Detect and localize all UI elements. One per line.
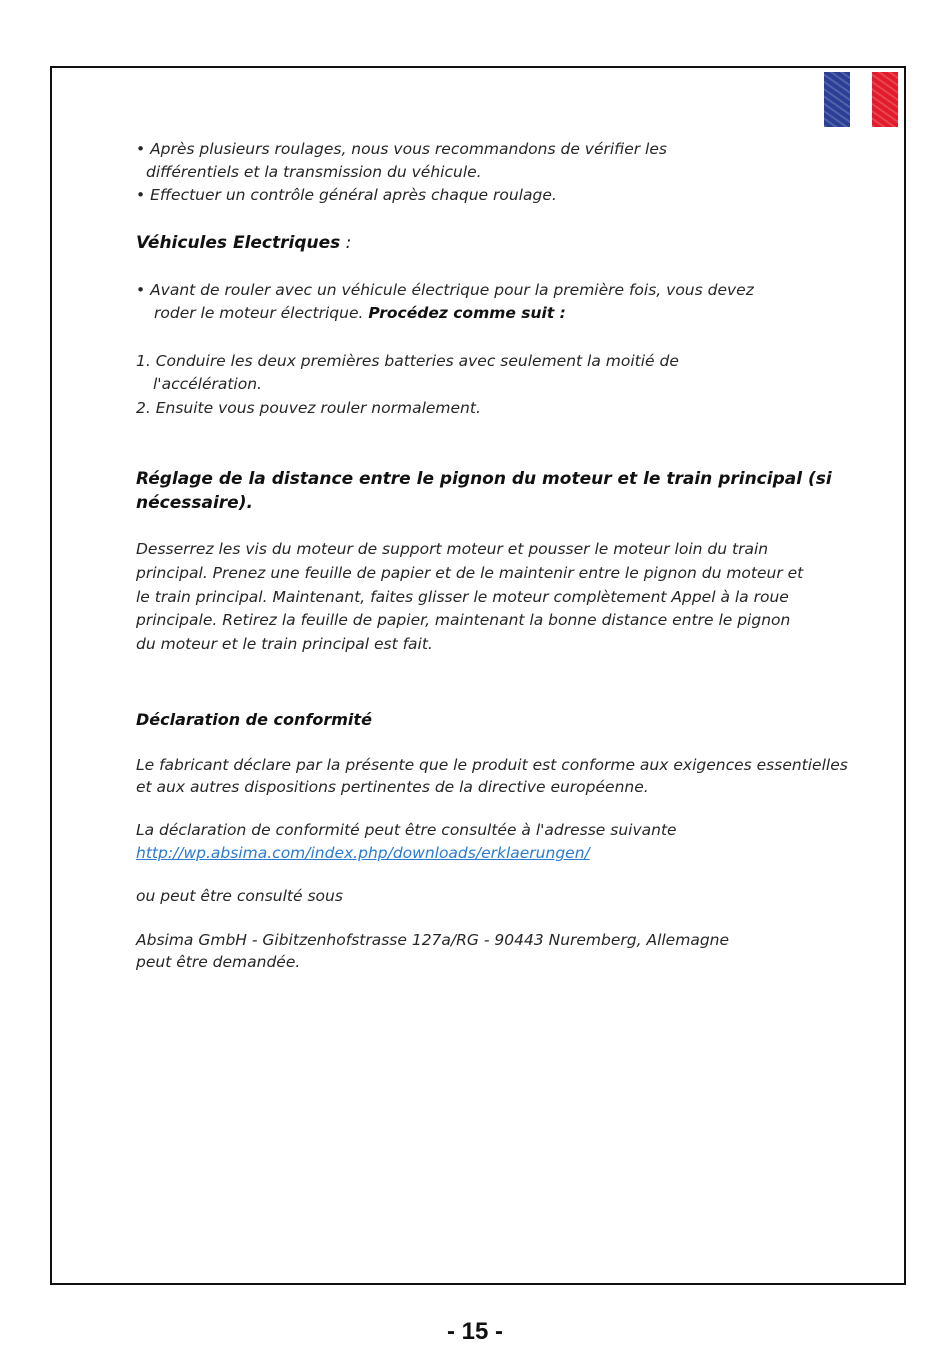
page-number: - 15 - [446,1318,503,1345]
electric-bullet-line1: • Avant de rouler avec un véhicule électrique pour la première fois, vous devez [136,281,754,299]
step-2: 2. Ensuite vous pouvez rouler normalement. [136,399,481,417]
electric-heading-suffix: : [340,233,352,253]
conformity-para1-line2: et aux autres dispositions pertinentes de la directive européenne. [136,778,649,796]
pinion-text-line: Desserrez les vis du moteur de support moteur et pousser le moteur loin du train [136,540,769,558]
address-line1: Absima GmbH - Gibitzenhofstrasse 127a/RG - 90443 Nuremberg, Allemagne [136,931,730,949]
conformity-link[interactable]: http://wp.absima.com/index.php/downloads/erklaerungen/ [136,844,590,862]
conformity-para2-line1: La déclaration de conformité peut être consultée à l'adresse suivante [136,821,677,839]
electric-bullet-bold: Procédez comme suit : [368,304,566,322]
conformity-para3: ou peut être consulté sous [136,887,343,905]
conformity-heading: Déclaration de conformité [136,710,372,729]
electric-bullet-line2 [154,302,566,326]
pinion-text-line: du moteur et le train principal est fait. [136,635,433,653]
electric-heading-text: Véhicules Electriques [136,233,341,253]
flag-red-stripe [872,72,898,127]
pinion-heading-line1: Réglage de la distance entre le pignon du moteur et le train principal (si [136,469,832,489]
intro-bullet-1: • Après plusieurs roulages, nous vous recommandons de vérifier les [136,140,667,158]
intro-bullet-2: • Effectuer un contrôle général après chaque roulage. [136,186,557,204]
step-1-cont: l'accélération. [153,375,262,393]
address-line2: peut être demandée. [136,953,301,971]
pinion-heading-line2: nécessaire). [136,493,253,513]
flag-blue-stripe [824,72,850,127]
step-1: 1. Conduire les deux premières batteries avec seulement la moitié de [136,352,679,370]
pinion-text-line: principale. Retirez la feuille de papier, maintenant la bonne distance entre le pignon [136,611,791,629]
pinion-text-line: le train principal. Maintenant, faites glisser le moteur complètement Appel à la roue [136,588,789,606]
intro-bullet-1-cont: différentiels et la transmission du véhicule. [146,163,482,181]
pinion-text-line: principal. Prenez une feuille de papier et de le maintenir entre le pignon du moteur et [136,564,804,582]
electric-bullet-text: roder le moteur électrique. [154,304,369,322]
electric-heading [136,232,351,256]
conformity-para1-line1: Le fabricant déclare par la présente que le produit est conforme aux exigences essentielles [136,756,848,774]
